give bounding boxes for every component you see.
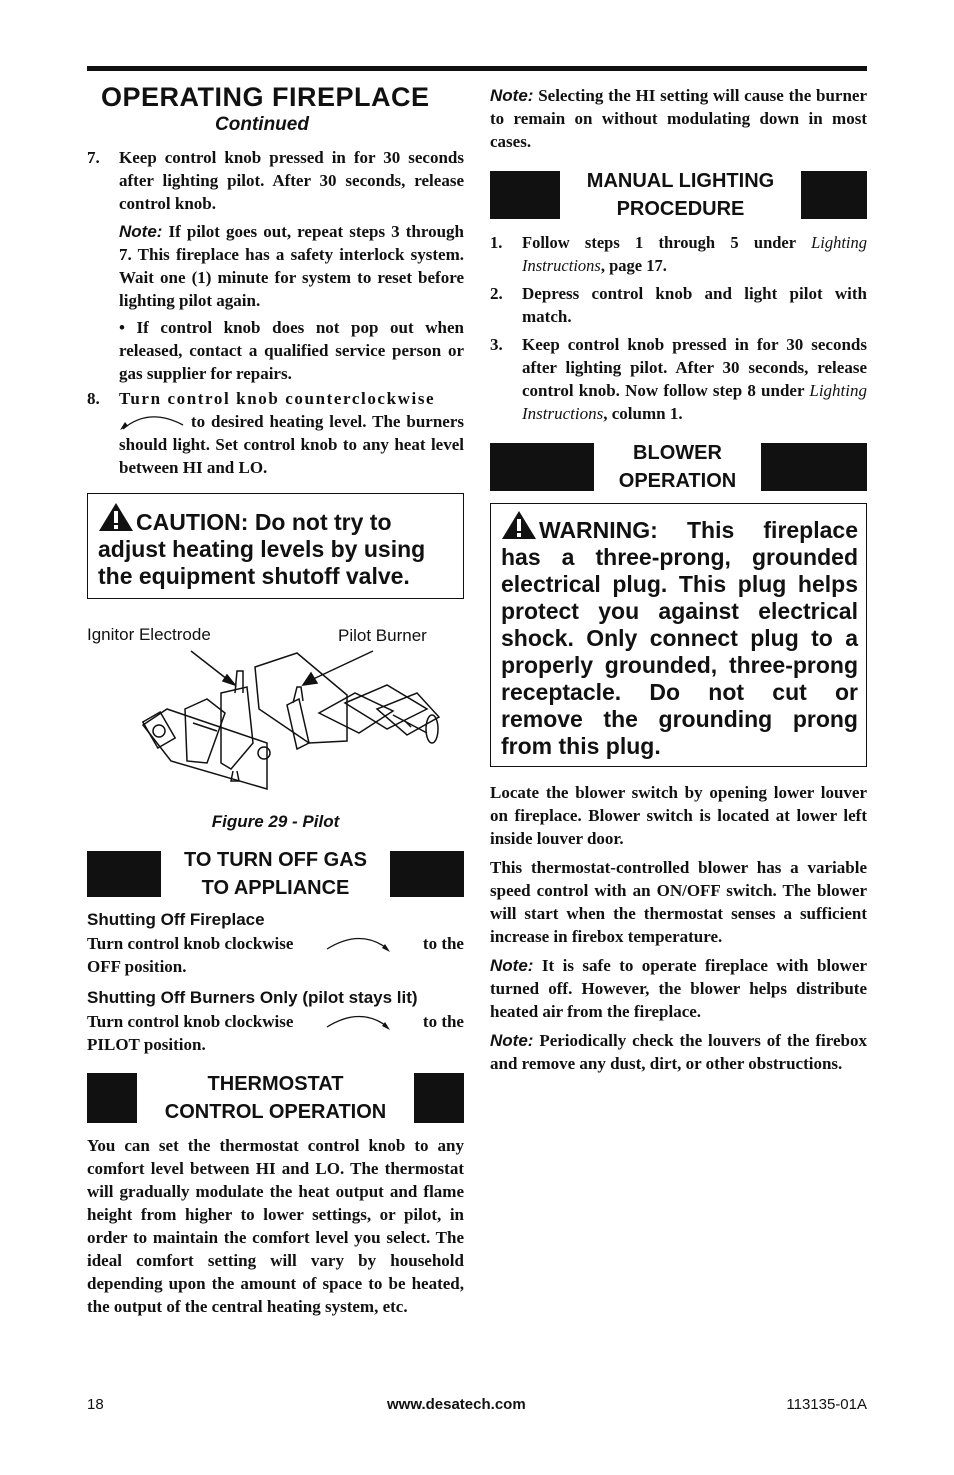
- counterclockwise-arrow-icon: [119, 413, 185, 431]
- shutoff-burners-text: [87, 1010, 464, 1056]
- section-heading: THERMOSTAT CONTROL OPERATION: [164, 1073, 387, 1123]
- step-number: 8.: [87, 389, 100, 408]
- note-label: Note:: [119, 222, 163, 241]
- header-bar-right: [801, 171, 867, 219]
- note-text: If pilot goes out, repeat steps 3 through 7. This fireplace has a safety interlock system. Wait one (1) minute for system to reset before lighting pilot again.: [119, 222, 464, 310]
- footer-url: www.desatech.com: [387, 1396, 526, 1413]
- bullet-knob: • If control knob does not pop out when released, contact a qualified service person or gas supplier for repairs.: [119, 318, 464, 383]
- thermostat-paragraph: You can set the thermostat control knob to any comfort level between HI and LO. The thermostat will gradually modulate the heat output and flame height from higher to lower settings, or pilot, in order to maintain the comfort level you select. The ideal comfort setting will vary by household depending upon the amount of space to be heated, the output of the central heating system, etc.: [87, 1136, 464, 1316]
- step-number: 3.: [490, 335, 503, 354]
- section-thermostat: [87, 1070, 464, 1126]
- subheading-shutting-off-burners: Shutting Off Burners Only (pilot stays lit): [87, 988, 418, 1007]
- warning-text: WARNING: This fireplace has a three-prong, grounded electrical plug. This plug helps protect you against electrical shock. Only connect plug to a properly grounded, three-prong receptacle. Do not cut or remove the grounding prong from this plug.: [501, 517, 858, 759]
- shutoff-burners-c: PILOT position.: [87, 1035, 206, 1054]
- top-rule: [87, 66, 867, 71]
- note-label: Note:: [490, 1031, 534, 1050]
- page-number: 18: [87, 1396, 104, 1413]
- left-column: [87, 82, 464, 1318]
- header-bar-left: [490, 443, 594, 491]
- blower-paragraph-1: Locate the blower switch by opening lower louver on fireplace. Blower switch is located at lower left inside louver door.: [490, 783, 867, 848]
- step8-text-a: Turn control knob counterclockwise: [119, 389, 436, 408]
- note-louvers: [490, 1029, 867, 1075]
- manual-step-1: [490, 231, 867, 277]
- lighting-instructions-ref: Lighting Instructions: [522, 233, 867, 275]
- clockwise-arrow-icon: [325, 935, 391, 953]
- shutoff-burners-b: to the: [422, 1012, 464, 1031]
- section-manual-lighting: [490, 167, 867, 223]
- step1-text-b: , page 17.: [600, 256, 667, 275]
- header-bar-left: [87, 851, 161, 897]
- figure-29: [87, 613, 464, 808]
- step-text: [522, 333, 867, 425]
- shutoff-burners-a: Turn control knob clockwise: [87, 1012, 294, 1031]
- subheading-shutting-off-fireplace: Shutting Off Fireplace: [87, 910, 265, 929]
- note-hi-setting: [490, 84, 867, 153]
- section-heading: TO TURN OFF GAS TO APPLIANCE: [184, 849, 367, 899]
- page-title: OPERATING FIREPLACE: [101, 82, 430, 112]
- caution-box: [87, 493, 464, 599]
- caution-text: CAUTION: Do not try to adjust heating levels by using the equipment shutoff valve.: [98, 509, 426, 589]
- manual-step-3: [490, 333, 867, 425]
- note-blower-safe: [490, 954, 867, 1023]
- section-blower-operation: [490, 439, 867, 495]
- step3-text-a: Keep control knob pressed in for 30 seconds after lighting pilot. After 30 seconds, release control knob. Now follow step 8 under: [522, 335, 867, 400]
- header-bar-left: [490, 171, 560, 219]
- warning-box: [490, 503, 867, 767]
- note-text: Periodically check the louvers of the firebox and remove any dust, dirt, or other obstructions.: [490, 1031, 867, 1073]
- pilot-assembly-diagram: [87, 613, 464, 808]
- blower-paragraph-2: This thermostat-controlled blower has a variable speed control with an ON/OFF switch. The blower will start when the thermostat senses a sufficient increase in firebox temperature.: [490, 858, 867, 946]
- section-heading: BLOWER OPERATION: [618, 442, 737, 492]
- note-label: Note:: [490, 86, 534, 105]
- section-heading: MANUAL LIGHTING PROCEDURE: [586, 170, 775, 220]
- section-turn-off-gas: [87, 846, 464, 902]
- step3-text-b: , column 1.: [603, 404, 683, 423]
- step-8: [87, 387, 464, 479]
- note-label: Note:: [490, 956, 534, 975]
- header-bar-right: [390, 851, 464, 897]
- step-text: Depress control knob and light pilot with match.: [522, 284, 867, 326]
- note-pilot: [119, 220, 464, 312]
- step-text: [522, 231, 867, 277]
- header-bar-left: [87, 1073, 137, 1123]
- step8-text-b: to desired heating level. The burners should light. Set control knob to any heat level between HI and LO.: [119, 412, 464, 477]
- warning-triangle-icon: [501, 510, 537, 540]
- header-bar-right: [414, 1073, 464, 1123]
- figure-caption: Figure 29 - Pilot: [211, 812, 340, 831]
- shutoff-fireplace-text: [87, 932, 464, 978]
- header-bar-right: [761, 443, 867, 491]
- note-text: Selecting the HI setting will cause the burner to remain on without modulating down in most cases.: [490, 86, 867, 151]
- step-text: Keep control knob pressed in for 30 seconds after lighting pilot. After 30 seconds, release control knob.: [119, 148, 464, 213]
- lighting-instructions-ref: Lighting Instructions: [522, 381, 867, 423]
- step-7: [87, 146, 464, 215]
- shutoff-fireplace-b: to the: [422, 934, 464, 953]
- page-subtitle: Continued: [215, 114, 309, 135]
- manual-step-2: [490, 282, 867, 328]
- label-ignitor-electrode: Ignitor Electrode: [87, 625, 211, 644]
- right-column: [490, 84, 867, 1075]
- warning-triangle-icon: [98, 502, 134, 532]
- document-code: 113135-01A: [786, 1396, 867, 1413]
- clockwise-arrow-icon: [325, 1013, 391, 1031]
- shutoff-fireplace-a: Turn control knob clockwise: [87, 934, 294, 953]
- note-text: It is safe to operate fireplace with blower turned off. However, the blower helps distribute heated air from the fireplace.: [490, 956, 867, 1021]
- step1-text-a: Follow steps 1 through 5 under: [522, 233, 812, 252]
- step-text: [119, 387, 464, 479]
- shutoff-fireplace-c: OFF position.: [87, 957, 187, 976]
- step-number: 2.: [490, 284, 503, 303]
- step-number: 7.: [87, 148, 100, 167]
- label-pilot-burner: Pilot Burner: [338, 626, 427, 645]
- step-number: 1.: [490, 233, 503, 252]
